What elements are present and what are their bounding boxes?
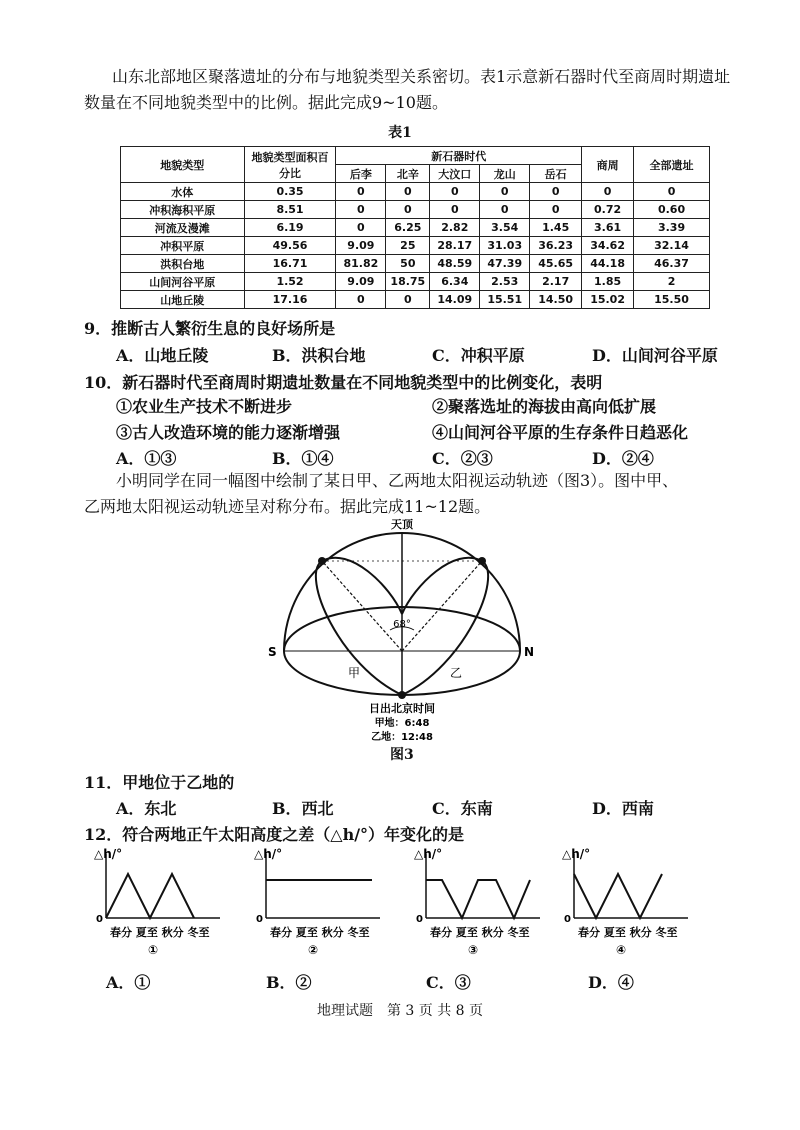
table-caption: 表1: [388, 125, 412, 141]
q12-xlabels: 春分 夏至 秋分 冬至: [578, 926, 678, 939]
table-cell-value: 2.17: [530, 273, 582, 291]
q12-zero-label: 0: [256, 914, 263, 925]
q10-stem: 10．新石器时代至商周时期遗址数量在不同地貌类型中的比例变化，表明: [84, 373, 603, 392]
table-row: [121, 255, 710, 273]
q12-graph-svg: [560, 846, 700, 966]
q12-graph-number: ①: [148, 943, 159, 957]
sunrise-point: [398, 691, 406, 699]
table-cell-value: 0: [634, 183, 710, 201]
header-beixin: 北辛: [386, 165, 430, 183]
table-cell-value: 81.82: [336, 255, 386, 273]
q12-option-c[interactable]: C．③: [426, 973, 471, 992]
table-cell-value: 47.39: [480, 255, 530, 273]
q10-option-c[interactable]: C．②③: [432, 449, 493, 468]
table-cell-value: 8.51: [244, 201, 336, 219]
table-row: [121, 201, 710, 219]
yi-altitude-line: [402, 561, 482, 651]
table-cell-landform: 冲积海积平原: [121, 201, 245, 219]
table-cell-value: 31.03: [480, 237, 530, 255]
yi-sunrise-time: 乙地：12:48: [371, 732, 433, 743]
table-cell-value: 0: [336, 291, 386, 309]
table-cell-value: 0: [386, 183, 430, 201]
q11-option-b[interactable]: B．西北: [272, 799, 334, 818]
table-cell-value: 0: [530, 183, 582, 201]
table-cell-value: 15.50: [634, 291, 710, 309]
table-cell-value: 6.25: [386, 219, 430, 237]
q12-ylabel: △h/°: [562, 847, 591, 861]
q12-graph-number: ③: [468, 943, 479, 957]
q12-xlabels: 春分 夏至 秋分 冬至: [430, 926, 530, 939]
table-cell-value: 32.14: [634, 237, 710, 255]
q10-option-a[interactable]: A．①③: [116, 449, 177, 468]
q12-graph-number: ②: [308, 943, 319, 957]
q11-option-a[interactable]: A．东北: [116, 799, 177, 818]
table-row: [121, 291, 710, 309]
q12-graph-svg: [92, 846, 232, 966]
table-cell-value: 0: [530, 201, 582, 219]
q12-ylabel: △h/°: [414, 847, 443, 861]
header-shang-zhou: 商周: [582, 147, 634, 183]
table-cell-value: 25: [386, 237, 430, 255]
q12-zero-label: 0: [96, 914, 103, 925]
q12-graph-svg: [252, 846, 392, 966]
q12-xlabels: 春分 夏至 秋分 冬至: [110, 926, 210, 939]
table-cell-value: 17.16: [244, 291, 336, 309]
zenith-label: 天顶: [391, 518, 413, 531]
intro2-line-1: 小明同学在同一幅图中绘制了某日甲、乙两地太阳视运动轨迹（图3）。图中甲、: [116, 471, 679, 490]
table-cell-value: 44.18: [582, 255, 634, 273]
header-neolithic: 新石器时代: [336, 147, 582, 165]
q10-statement-1: ①农业生产技术不断进步: [116, 397, 293, 416]
table-row: [121, 183, 710, 201]
table-cell-value: 0: [336, 201, 386, 219]
q10-statement-4: ④山间河谷平原的生存条件日趋恶化: [432, 423, 689, 442]
q11-option-c[interactable]: C．东南: [432, 799, 493, 818]
header-landform-type: 地貌类型: [121, 147, 245, 183]
q12-ylabel: △h/°: [94, 847, 123, 861]
q12-option-d[interactable]: D．④: [588, 973, 634, 992]
jia-label: 甲: [348, 666, 361, 680]
table-cell-landform: 山间河谷平原: [121, 273, 245, 291]
figure-3-caption: 图3: [390, 747, 414, 763]
table-cell-value: 0: [480, 201, 530, 219]
table-cell-value: 0: [480, 183, 530, 201]
table-cell-value: 3.39: [634, 219, 710, 237]
header-area-percent: 地貌类型面积百分比: [244, 147, 336, 183]
sunrise-title: 日出北京时间: [369, 702, 435, 715]
table-cell-value: 0: [336, 219, 386, 237]
table-cell-value: 0: [386, 291, 430, 309]
table-row: [121, 219, 710, 237]
table-cell-value: 2: [634, 273, 710, 291]
table-cell-value: 0: [430, 183, 480, 201]
table-cell-value: 16.71: [244, 255, 336, 273]
table-cell-value: 1.85: [582, 273, 634, 291]
south-label: S: [268, 645, 277, 659]
table-cell-value: 0.60: [634, 201, 710, 219]
q9-option-a[interactable]: A．山地丘陵: [116, 346, 209, 365]
q12-curve: [426, 880, 530, 918]
table-row: [121, 273, 710, 291]
q12-option-b[interactable]: B．②: [266, 973, 312, 992]
q11-stem: 11．甲地位于乙地的: [84, 773, 235, 792]
table-cell-landform: 河流及漫滩: [121, 219, 245, 237]
figure-3-sun-paths: [260, 516, 550, 766]
table-cell-landform: 山地丘陵: [121, 291, 245, 309]
q12-xlabels: 春分 夏至 秋分 冬至: [270, 926, 370, 939]
q12-curve: [106, 874, 194, 918]
table-cell-value: 18.75: [386, 273, 430, 291]
table-cell-value: 14.09: [430, 291, 480, 309]
table-cell-value: 50: [386, 255, 430, 273]
q12-graph-svg: [412, 846, 552, 966]
table-cell-value: 48.59: [430, 255, 480, 273]
q9-stem: 9．推断古人繁衍生息的良好场所是: [84, 319, 336, 338]
q9-option-c[interactable]: C．冲积平原: [432, 346, 525, 365]
header-all-sites: 全部遗址: [634, 147, 710, 183]
table-cell-landform: 水体: [121, 183, 245, 201]
yi-noon-sun: [478, 557, 486, 565]
yi-label: 乙: [450, 666, 463, 680]
table-row: [121, 237, 710, 255]
q12-graph-number: ④: [616, 943, 627, 957]
table-cell-landform: 洪积台地: [121, 255, 245, 273]
table-cell-value: 0.35: [244, 183, 336, 201]
table-cell-value: 3.54: [480, 219, 530, 237]
table-cell-value: 34.62: [582, 237, 634, 255]
table-cell-value: 2.82: [430, 219, 480, 237]
q9-option-b[interactable]: B．洪积台地: [272, 346, 366, 365]
header-houli: 后李: [336, 165, 386, 183]
table-cell-value: 2.53: [480, 273, 530, 291]
q12-graph-2: [252, 846, 392, 970]
table-cell-value: 28.17: [430, 237, 480, 255]
q12-graph-1: [92, 846, 232, 970]
table-cell-landform: 冲积平原: [121, 237, 245, 255]
q10-statement-3: ③古人改造环境的能力逐渐增强: [116, 423, 341, 442]
table-cell-value: 45.65: [530, 255, 582, 273]
table-cell-value: 0: [582, 183, 634, 201]
yi-sun-path-rise: [402, 561, 488, 695]
table-cell-value: 3.61: [582, 219, 634, 237]
angle-label: 68°: [393, 619, 411, 630]
table-cell-value: 0: [336, 183, 386, 201]
page-footer: 地理试题 第 3 页 共 8 页: [316, 1003, 484, 1019]
q10-statement-2: ②聚落选址的海拔由高向低扩展: [432, 397, 657, 416]
table-cell-value: 49.56: [244, 237, 336, 255]
table-cell-value: 1.52: [244, 273, 336, 291]
q12-zero-label: 0: [564, 914, 571, 925]
table-cell-value: 9.09: [336, 237, 386, 255]
header-dawenkou: 大汶口: [430, 165, 480, 183]
q12-stem: 12．符合两地正午太阳高度之差（△h/°）年变化的是: [84, 825, 465, 844]
header-yueshi: 岳石: [530, 165, 582, 183]
table-cell-value: 14.50: [530, 291, 582, 309]
q12-graph-3: [412, 846, 552, 970]
table-cell-value: 0: [430, 201, 480, 219]
table-cell-value: 1.45: [530, 219, 582, 237]
q12-ylabel: △h/°: [254, 847, 283, 861]
table-cell-value: 36.23: [530, 237, 582, 255]
jia-altitude-line: [322, 561, 402, 651]
table-cell-value: 0: [386, 201, 430, 219]
table-cell-value: 0.72: [582, 201, 634, 219]
table-cell-value: 15.51: [480, 291, 530, 309]
table-cell-value: 6.19: [244, 219, 336, 237]
q10-option-b[interactable]: B．①④: [272, 449, 334, 468]
table-cell-value: 46.37: [634, 255, 710, 273]
jia-sunrise-time: 甲地：6:48: [374, 718, 430, 729]
q10-option-d[interactable]: D．②④: [592, 449, 654, 468]
landform-table: [120, 146, 710, 309]
header-longshan: 龙山: [480, 165, 530, 183]
q12-graph-4: [560, 846, 700, 970]
intro-line-2: 数量在不同地貌类型中的比例。据此完成9~10题。: [84, 93, 448, 112]
q12-option-a[interactable]: A．①: [106, 973, 151, 992]
table-cell-value: 15.02: [582, 291, 634, 309]
q12-curve: [574, 874, 662, 918]
table-body: [121, 183, 710, 309]
table-cell-value: 6.34: [430, 273, 480, 291]
intro-line-1: 山东北部地区聚落遗址的分布与地貌类型关系密切。表1示意新石器时代至商周时期遗址: [112, 67, 731, 86]
q12-zero-label: 0: [416, 914, 423, 925]
intro2-line-2: 乙两地太阳视运动轨迹呈对称分布。据此完成11~12题。: [84, 497, 491, 516]
north-label: N: [524, 645, 535, 659]
table-cell-value: 9.09: [336, 273, 386, 291]
q9-option-d[interactable]: D．山间河谷平原: [592, 346, 718, 365]
jia-noon-sun: [318, 557, 326, 565]
q11-option-d[interactable]: D．西南: [592, 799, 654, 818]
